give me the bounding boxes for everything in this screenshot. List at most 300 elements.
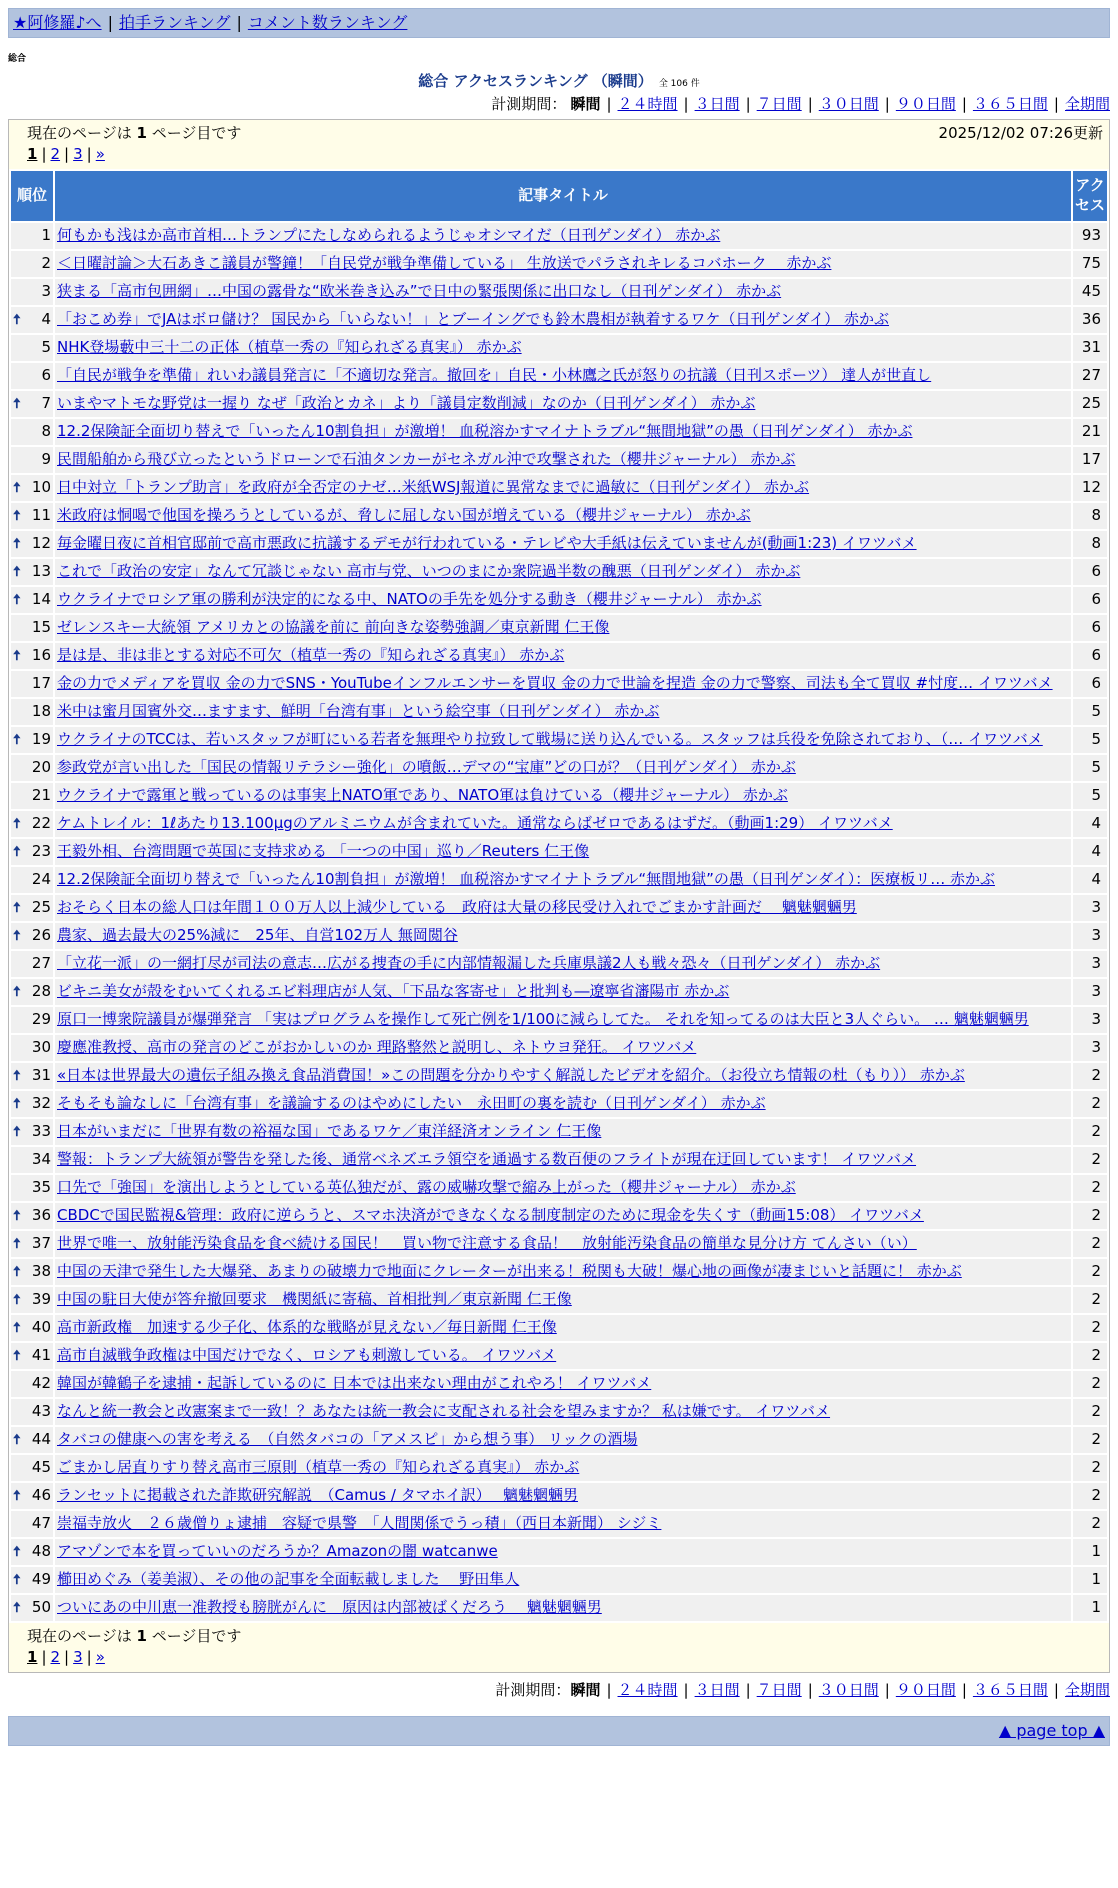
up-arrow-icon: 🠅	[13, 507, 21, 524]
current-page-text: 現在のページは 1 ページ目です	[27, 1626, 242, 1645]
title-cell	[55, 867, 1071, 893]
title-cell	[55, 307, 1071, 333]
rank-cell	[11, 1091, 53, 1117]
rank-number: 29	[31, 1009, 51, 1028]
period-link[interactable]: ７日間	[756, 95, 802, 114]
article-link[interactable]: ビキニ美女が殻をむいてくれるエビ料理店が人気、「下品な客寄せ」と批判も―遼寧省瀋陽市 赤かぶ	[57, 981, 730, 1000]
access-count: 2	[1073, 1091, 1107, 1117]
comment-ranking-link[interactable]: コメント数ランキング	[247, 13, 408, 32]
article-link[interactable]: 崇福寺放火 ２６歳僧りょ逮捕 容疑で県警 「人間関係でうっ積」（西日本新聞） シジミ	[57, 1513, 662, 1532]
article-link[interactable]: 原口一博衆院議員が爆弾発言 「実はプログラムを操作して死亡例を1/100に減らしてた。 それを知ってるのは大臣と3人ぐらい。 … 魑魅魍魎男	[57, 1009, 1029, 1028]
access-count: 2	[1073, 1119, 1107, 1145]
access-count: 8	[1073, 503, 1107, 529]
article-link[interactable]: 高市新政権 加速する少子化、体系的な戦略が見えない／毎日新聞 仁王像	[57, 1317, 557, 1336]
ranking-title: 総合 アクセスランキング （瞬間）	[418, 71, 653, 90]
rank-cell	[11, 643, 53, 669]
rank-cell	[11, 559, 53, 585]
table-row	[11, 363, 1107, 389]
up-arrow-icon: 🠅	[13, 1543, 21, 1560]
up-arrow-icon: 🠅	[13, 1207, 21, 1224]
table-row	[11, 531, 1107, 557]
table-row	[11, 895, 1107, 921]
access-count: 17	[1073, 447, 1107, 473]
category-label: 総合	[8, 54, 27, 64]
page-info-top	[9, 120, 1109, 169]
article-link[interactable]: 王毅外相、台湾問題で英国に支持求める 「一つの中国」巡り／Reuters 仁王像	[57, 841, 590, 860]
pager-next[interactable]: »	[95, 145, 105, 164]
article-link[interactable]: 農家、過去最大の25%減に 25年、自営102万人 無岡閲谷	[57, 925, 458, 944]
rank-cell	[11, 391, 53, 417]
access-count: 2	[1073, 1483, 1107, 1509]
table-row	[11, 727, 1107, 753]
up-arrow-icon: 🠅	[13, 983, 21, 1000]
article-link[interactable]: 世界で唯一、放射能汚染食品を食べ続ける国民！ 買い物で注意する食品！ 放射能汚染食品の簡単な見分け方 てんさい（い）	[57, 1233, 917, 1252]
article-link[interactable]: 参政党が言い出した「国民の情報リテラシー強化」の噴飯…デマの“宝庫”どの口が？（日刊ゲンダイ） 赤かぶ	[57, 757, 796, 776]
article-link[interactable]: 狭まる「高市包囲網」…中国の露骨な“欧米巻き込み”で日中の緊張関係に出口なし（日刊ゲンダイ） 赤かぶ	[57, 281, 782, 300]
article-link[interactable]: 日中対立「トランプ助言」を政府が全否定のナゼ…米紙WSJ報道に異常なまでに過敏に（日刊ゲンダイ） 赤かぶ	[57, 477, 810, 496]
period-link[interactable]: ３０日間	[818, 95, 879, 114]
article-link[interactable]: 何もかも浅はか高市首相…トランプにたしなめられるようじゃオシマイだ（日刊ゲンダイ） 赤かぶ	[57, 225, 721, 244]
table-row	[11, 951, 1107, 977]
title-cell	[55, 1203, 1071, 1229]
rank-cell	[11, 1231, 53, 1257]
table-row	[11, 1091, 1107, 1117]
rank-number: 10	[31, 477, 51, 496]
rank-number: 23	[31, 841, 51, 860]
pager-separator: |	[86, 145, 92, 164]
title-cell	[55, 1399, 1071, 1425]
title-cell	[55, 1175, 1071, 1201]
period-separator: |	[807, 95, 813, 114]
access-count: 45	[1073, 279, 1107, 305]
title-cell	[55, 615, 1071, 641]
rank-cell	[11, 1315, 53, 1341]
table-row	[11, 559, 1107, 585]
access-count: 5	[1073, 783, 1107, 809]
nav-separator: |	[236, 13, 242, 32]
rank-number: 41	[31, 1345, 51, 1364]
access-count: 6	[1073, 643, 1107, 669]
title-cell	[55, 1119, 1071, 1145]
title-cell	[55, 1511, 1071, 1537]
article-link[interactable]: 毎金曜日夜に首相官邸前で高市悪政に抗議するデモが行われている・テレビや大手紙は伝えていませんが(動画1:23) イワツバメ	[57, 533, 917, 552]
rank-number: 2	[41, 253, 51, 272]
title-cell	[55, 559, 1071, 585]
article-link[interactable]: «日本は世界最大の遺伝子組み換え食品消費国！»この問題を分かりやすく解説したビデオを紹介。（お役立ち情報の杜（もり）） 赤かぶ	[57, 1065, 965, 1084]
rank-number: 39	[31, 1289, 51, 1308]
page-top-link[interactable]: ▲ page top ▲	[998, 1721, 1105, 1741]
title-cell	[55, 531, 1071, 557]
article-link[interactable]: いまやマトモな野党は一握り なぜ「政治とカネ」より「議員定数削減」なのか（日刊ゲンダイ） 赤かぶ	[57, 393, 756, 412]
rank-cell	[11, 587, 53, 613]
access-count: 4	[1073, 867, 1107, 893]
title-header: 記事タイトル	[55, 171, 1071, 221]
rank-cell	[11, 951, 53, 977]
article-link[interactable]: NHK登場藪中三十二の正体（植草一秀の『知られざる真実』） 赤かぶ	[57, 337, 522, 356]
table-row	[11, 1315, 1107, 1341]
pager-current: 1	[27, 145, 38, 164]
article-link[interactable]: 「立花一派」の一網打尽が司法の意志…広がる捜査の手に内部情報漏した兵庫県議2人も戦々恐々（日刊ゲンダイ） 赤かぶ	[57, 953, 881, 972]
access-count: 25	[1073, 391, 1107, 417]
article-link[interactable]: 中国の駐日大使が答弁撤回要求 機関紙に寄稿、首相批判／東京新聞 仁王像	[57, 1289, 572, 1308]
up-arrow-icon: 🠅	[13, 1263, 21, 1280]
rank-number: 5	[41, 337, 51, 356]
rank-number: 44	[31, 1429, 51, 1448]
up-arrow-icon: 🠅	[13, 815, 21, 832]
rank-number: 14	[31, 589, 51, 608]
rank-number: 34	[31, 1149, 51, 1168]
table-row	[11, 1371, 1107, 1397]
up-arrow-icon: 🠅	[13, 843, 21, 860]
rank-cell	[11, 531, 53, 557]
article-link[interactable]: 12.2保険証全面切り替えで「いったん10割負担」が激増！ 血税溶かすマイナトラブル“無間地獄”の愚（日刊ゲンダイ）：医療板リ… 赤かぶ	[57, 869, 995, 888]
article-link[interactable]: 中国の天津で発生した大爆発、あまりの破壊力で地面にクレーターが出来る！税関も大破！爆心地の画像が凄まじいと話題に！ 赤かぶ	[57, 1261, 962, 1280]
rank-number: 50	[31, 1597, 51, 1616]
access-count: 5	[1073, 699, 1107, 725]
up-arrow-icon: 🠅	[13, 927, 21, 944]
up-arrow-icon: 🠅	[13, 1599, 21, 1616]
rank-number: 30	[31, 1037, 51, 1056]
article-link[interactable]: ＜日曜討論＞大石あきこ議員が警鐘！「自民党が戦争準備している」 生放送でパラされキレるコバホーク 赤かぶ	[57, 253, 832, 272]
access-count: 2	[1073, 1231, 1107, 1257]
period-link[interactable]: ３６５日間	[972, 95, 1048, 114]
title-cell	[55, 1147, 1071, 1173]
title-cell	[55, 811, 1071, 837]
up-arrow-icon: 🠅	[13, 535, 21, 552]
table-row	[11, 979, 1107, 1005]
table-row	[11, 279, 1107, 305]
rank-number: 45	[31, 1457, 51, 1476]
access-count: 21	[1073, 419, 1107, 445]
title-cell	[55, 223, 1071, 249]
pager-link[interactable]: 2	[50, 145, 61, 164]
rank-number: 28	[31, 981, 51, 1000]
title-cell	[55, 755, 1071, 781]
article-link[interactable]: 米中は蜜月国賓外交…ますます、鮮明「台湾有事」という絵空事（日刊ゲンダイ） 赤かぶ	[57, 701, 660, 720]
period-separator: |	[745, 95, 751, 114]
pager-separator: |	[41, 1648, 47, 1667]
rank-number: 21	[31, 785, 51, 804]
period-separator: |	[961, 1680, 967, 1699]
ranking-table	[9, 169, 1109, 1623]
rank-cell	[11, 671, 53, 697]
period-link[interactable]: ３６５日間	[972, 1680, 1048, 1699]
period-link[interactable]: 全期間	[1064, 1680, 1110, 1699]
rank-number: 6	[41, 365, 51, 384]
home-link[interactable]: ★阿修羅♪へ	[13, 13, 102, 32]
article-link[interactable]: そもそも論なしに「台湾有事」を議論するのはやめにしたい 永田町の裏を読む（日刊ゲンダイ） 赤かぶ	[57, 1093, 766, 1112]
table-row	[11, 307, 1107, 333]
table-row	[11, 615, 1107, 641]
title-cell	[55, 1539, 1071, 1565]
table-row	[11, 1455, 1107, 1481]
table-row	[11, 419, 1107, 445]
title-cell	[55, 1371, 1071, 1397]
title-cell	[55, 979, 1071, 1005]
access-count: 2	[1073, 1063, 1107, 1089]
title-cell	[55, 1091, 1071, 1117]
article-link[interactable]: ウクライナのTCCは、若いスタッフが町にいる若者を無理やり拉致して戦場に送り込んでいる。スタッフは兵役を免除されており、（… イワツバメ	[57, 729, 1043, 748]
up-arrow-icon: 🠅	[13, 1431, 21, 1448]
article-link[interactable]: 韓国が韓鶴子を逮捕・起訴しているのに 日本では出来ない理由がこれやろ！ イワツバメ	[57, 1373, 652, 1392]
pager-bottom	[27, 1648, 1109, 1668]
rank-number: 20	[31, 757, 51, 776]
up-arrow-icon: 🠅	[13, 899, 21, 916]
period-selector-bottom	[0, 1681, 1110, 1701]
rank-cell	[11, 979, 53, 1005]
table-row	[11, 391, 1107, 417]
rank-cell	[11, 335, 53, 361]
article-link[interactable]: 米政府は恫喝で他国を操ろうとしているが、脅しに屈しない国が増えている（櫻井ジャーナル） 赤かぶ	[57, 505, 751, 524]
rank-cell	[11, 699, 53, 725]
title-cell	[55, 1315, 1071, 1341]
pager-next[interactable]: »	[95, 1648, 105, 1667]
article-link[interactable]: 是は是、非は非とする対応不可欠（植草一秀の『知られざる真実』） 赤かぶ	[57, 645, 565, 664]
rank-cell	[11, 1343, 53, 1369]
rank-cell	[11, 867, 53, 893]
rank-cell	[11, 1287, 53, 1313]
article-link[interactable]: 慶應准教授、高市の発言のどこがおかしいのか 理路整然と説明し、ネトウヨ発狂。 イワツバメ	[57, 1037, 697, 1056]
period-separator: |	[606, 1680, 612, 1699]
rank-number: 9	[41, 449, 51, 468]
table-row	[11, 1483, 1107, 1509]
pager-link[interactable]: 3	[73, 1648, 83, 1667]
title-cell	[55, 643, 1071, 669]
title-cell	[55, 1483, 1071, 1509]
up-arrow-icon: 🠅	[13, 1487, 21, 1504]
pager-separator: |	[64, 1648, 70, 1667]
rank-number: 35	[31, 1177, 51, 1196]
rank-number: 8	[41, 421, 51, 440]
period-link[interactable]: ９０日間	[895, 95, 956, 114]
pager-link[interactable]: 2	[50, 1648, 61, 1667]
access-count: 8	[1073, 531, 1107, 557]
access-count: 1	[1073, 1567, 1107, 1593]
access-count: 1	[1073, 1539, 1107, 1565]
title-cell	[55, 1427, 1071, 1453]
period-separator: |	[745, 1680, 751, 1699]
up-arrow-icon: 🠅	[13, 1291, 21, 1308]
rank-number: 42	[31, 1373, 51, 1392]
rank-number: 32	[31, 1093, 51, 1112]
clap-ranking-link[interactable]: 拍手ランキング	[118, 13, 231, 32]
access-count: 75	[1073, 251, 1107, 277]
article-link[interactable]: 櫛田めぐみ（姜美淑）、その他の記事を全面転載しました 野田隼人	[57, 1569, 520, 1588]
rank-number: 19	[31, 729, 51, 748]
access-count: 2	[1073, 1371, 1107, 1397]
article-link[interactable]: ウクライナで露軍と戦っているのは事実上NATO軍であり、NATO軍は負けている（櫻井ジャーナル） 赤かぶ	[57, 785, 788, 804]
article-link[interactable]: 口先で「強国」を演出しようとしている英仏独だが、露の威嚇攻撃で縮み上がった（櫻井ジャーナル） 赤かぶ	[57, 1177, 796, 1196]
period-link[interactable]: ９０日間	[895, 1680, 956, 1699]
table-row	[11, 839, 1107, 865]
rank-number: 25	[31, 897, 51, 916]
table-row	[11, 447, 1107, 473]
ranking-panel	[8, 119, 1110, 1673]
rank-cell	[11, 419, 53, 445]
rank-cell	[11, 251, 53, 277]
access-count: 31	[1073, 335, 1107, 361]
table-row	[11, 503, 1107, 529]
rank-number: 37	[31, 1233, 51, 1252]
article-link[interactable]: 民間船舶から飛び立ったというドローンで石油タンカーがセネガル沖で攻撃された（櫻井ジャーナル） 赤かぶ	[57, 449, 796, 468]
up-arrow-icon: 🠅	[13, 591, 21, 608]
period-link[interactable]: ３日間	[694, 1680, 740, 1699]
rank-number: 27	[31, 953, 51, 972]
rank-cell	[11, 783, 53, 809]
article-link[interactable]: 警報：トランプ大統領が警告を発した後、通常ベネズエラ領空を通過する数百便のフライトが現在迂回しています！ イワツバメ	[57, 1149, 917, 1168]
rank-cell	[11, 307, 53, 333]
rank-number: 11	[31, 505, 51, 524]
rank-number: 31	[31, 1065, 51, 1084]
pager-top	[27, 145, 1109, 165]
up-arrow-icon: 🠅	[13, 1095, 21, 1112]
article-link[interactable]: アマゾンで本を買っていいのだろうか？Amazonの闇 watcanwe	[57, 1541, 498, 1560]
article-link[interactable]: 12.2保険証全面切り替えで「いったん10割負担」が激増！ 血税溶かすマイナトラブル“無間地獄”の愚（日刊ゲンダイ） 赤かぶ	[57, 421, 913, 440]
article-link[interactable]: ごまかし居直りすり替え高市三原則（植草一秀の『知られざる真実』） 赤かぶ	[57, 1457, 580, 1476]
table-row	[11, 671, 1107, 697]
page-title	[0, 72, 1118, 92]
table-row	[11, 1119, 1107, 1145]
table-row	[11, 811, 1107, 837]
up-arrow-icon: 🠅	[13, 479, 21, 496]
access-count: 36	[1073, 307, 1107, 333]
access-count: 4	[1073, 839, 1107, 865]
article-link[interactable]: 「おこめ券」でJAはボロ儲け？ 国民から「いらない！」とブーイングでも鈴木農相が執着するワケ（日刊ゲンダイ） 赤かぶ	[57, 309, 890, 328]
title-cell	[55, 251, 1071, 277]
rank-number: 16	[31, 645, 51, 664]
table-row	[11, 1567, 1107, 1593]
period-current: 瞬間	[570, 95, 601, 114]
rank-number: 3	[41, 281, 51, 300]
rank-number: 4	[41, 309, 51, 328]
table-row	[11, 783, 1107, 809]
table-row	[11, 251, 1107, 277]
article-link[interactable]: 「自民が戦争を準備」れいわ議員発言に「不適切な発言。撤回を」自民・小林鷹之氏が怒りの抗議（日刊スポーツ） 達人が世直し	[57, 365, 932, 384]
rank-number: 18	[31, 701, 51, 720]
rank-number: 46	[31, 1485, 51, 1504]
article-link[interactable]: 金の力でメディアを買収 金の力でSNS・YouTubeインフルエンサーを買収 金の力で世論を捏造 金の力で警察、司法も全て買収 #忖度… イワツバメ	[57, 673, 1053, 692]
period-separator: |	[606, 95, 612, 114]
title-cell	[55, 475, 1071, 501]
table-row	[11, 475, 1107, 501]
rank-cell	[11, 615, 53, 641]
title-cell	[55, 1567, 1071, 1593]
table-row	[11, 1539, 1107, 1565]
access-count: 2	[1073, 1147, 1107, 1173]
rank-number: 48	[31, 1541, 51, 1560]
period-link[interactable]: ３０日間	[818, 1680, 879, 1699]
page-info-bottom	[9, 1623, 1109, 1672]
table-row	[11, 1203, 1107, 1229]
title-cell	[55, 503, 1071, 529]
table-row	[11, 1259, 1107, 1285]
period-link[interactable]: ７日間	[756, 1680, 802, 1699]
rank-cell	[11, 1539, 53, 1565]
article-link[interactable]: タバコの健康への害を考える （自然タバコの「アメスピ」から想う事） リックの酒場	[57, 1429, 638, 1448]
table-row	[11, 1063, 1107, 1089]
title-cell	[55, 1343, 1071, 1369]
pager-current: 1	[27, 1648, 38, 1667]
rank-number: 40	[31, 1317, 51, 1336]
nav-separator: |	[107, 13, 113, 32]
table-row	[11, 1147, 1107, 1173]
article-link[interactable]: ケムトレイル：1ℓあたり13.100μgのアルミニウムが含まれていた。通常ならばゼロであるはずだ。（動画1:29） イワツバメ	[57, 813, 893, 832]
article-link[interactable]: おそらく日本の総人口は年間１００万人以上減少している 政府は大量の移民受け入れでごまかす計画だ 魑魅魍魎男	[57, 897, 857, 916]
period-label: 計測期間：	[495, 1680, 571, 1699]
article-link[interactable]: ウクライナでロシア軍の勝利が決定的になる中、NATOの手先を処分する動き（櫻井ジャーナル） 赤かぶ	[57, 589, 762, 608]
title-cell	[55, 839, 1071, 865]
period-link[interactable]: 全期間	[1064, 95, 1110, 114]
article-link[interactable]: CBDCで国民監視&管理：政府に逆らうと、スマホ決済ができなくなる制度制定のために現金を失くす（動画15:08） イワツバメ	[57, 1205, 924, 1224]
rank-cell	[11, 1427, 53, 1453]
title-cell	[55, 1063, 1071, 1089]
rank-cell	[11, 1399, 53, 1425]
access-count: 2	[1073, 1511, 1107, 1537]
period-link[interactable]: ２４時間	[617, 1680, 678, 1699]
article-link[interactable]: 高市自滅戦争政権は中国だけでなく、ロシアも刺激している。 イワツバメ	[57, 1345, 557, 1364]
title-cell	[55, 363, 1071, 389]
article-link[interactable]: なんと統一教会と改憲案まで一致！？あなたは統一教会に支配される社会を望みますか？ 私は嫌です。 イワツバメ	[57, 1401, 831, 1420]
title-cell	[55, 783, 1071, 809]
period-current: 瞬間	[570, 1680, 601, 1699]
rank-cell	[11, 223, 53, 249]
table-row	[11, 1007, 1107, 1033]
article-link[interactable]: ゼレンスキー大統領 アメリカとの協議を前に 前向きな姿勢強調／東京新聞 仁王像	[57, 617, 610, 636]
access-count: 6	[1073, 671, 1107, 697]
access-count: 2	[1073, 1287, 1107, 1313]
rank-number: 49	[31, 1569, 51, 1588]
title-cell	[55, 335, 1071, 361]
rank-cell	[11, 727, 53, 753]
period-link[interactable]: ３日間	[694, 95, 740, 114]
total-count: 全 106 件	[658, 78, 700, 89]
period-link[interactable]: ２４時間	[617, 95, 678, 114]
rank-cell	[11, 503, 53, 529]
period-selector-top	[0, 95, 1110, 115]
up-arrow-icon: 🠅	[13, 1319, 21, 1336]
rank-cell	[11, 895, 53, 921]
article-link[interactable]: ついにあの中川恵一准教授も膀胱がんに 原因は内部被ばくだろう 魑魅魍魎男	[57, 1597, 602, 1616]
table-row	[11, 1175, 1107, 1201]
article-link[interactable]: これで「政治の安定」なんて冗談じゃない 高市与党、いつのまにか衆院過半数の醜悪（日刊ゲンダイ） 赤かぶ	[57, 561, 801, 580]
rank-cell	[11, 1203, 53, 1229]
up-arrow-icon: 🠅	[13, 647, 21, 664]
period-label: 計測期間：	[491, 95, 567, 114]
rank-cell	[11, 1511, 53, 1537]
rank-number: 43	[31, 1401, 51, 1420]
rank-cell	[11, 1007, 53, 1033]
title-cell	[55, 1259, 1071, 1285]
access-count: 3	[1073, 1035, 1107, 1061]
rank-cell	[11, 279, 53, 305]
title-cell	[55, 1231, 1071, 1257]
rank-cell	[11, 755, 53, 781]
up-arrow-icon: 🠅	[13, 1123, 21, 1140]
rank-cell	[11, 923, 53, 949]
article-link[interactable]: 日本がいまだに「世界有数の裕福な国」であるワケ／東洋経済オンライン 仁王像	[57, 1121, 602, 1140]
pager-link[interactable]: 3	[73, 145, 83, 164]
access-count: 2	[1073, 1343, 1107, 1369]
table-row	[11, 1343, 1107, 1369]
access-count: 93	[1073, 223, 1107, 249]
rank-cell	[11, 1595, 53, 1621]
rank-number: 38	[31, 1261, 51, 1280]
rank-cell	[11, 1035, 53, 1061]
title-cell	[55, 391, 1071, 417]
rank-cell	[11, 447, 53, 473]
top-nav-bar	[8, 8, 1110, 38]
article-link[interactable]: ランセットに掲載された詐欺研究解説 （Camus / タマホイ訳） 魑魅魍魎男	[57, 1485, 578, 1504]
